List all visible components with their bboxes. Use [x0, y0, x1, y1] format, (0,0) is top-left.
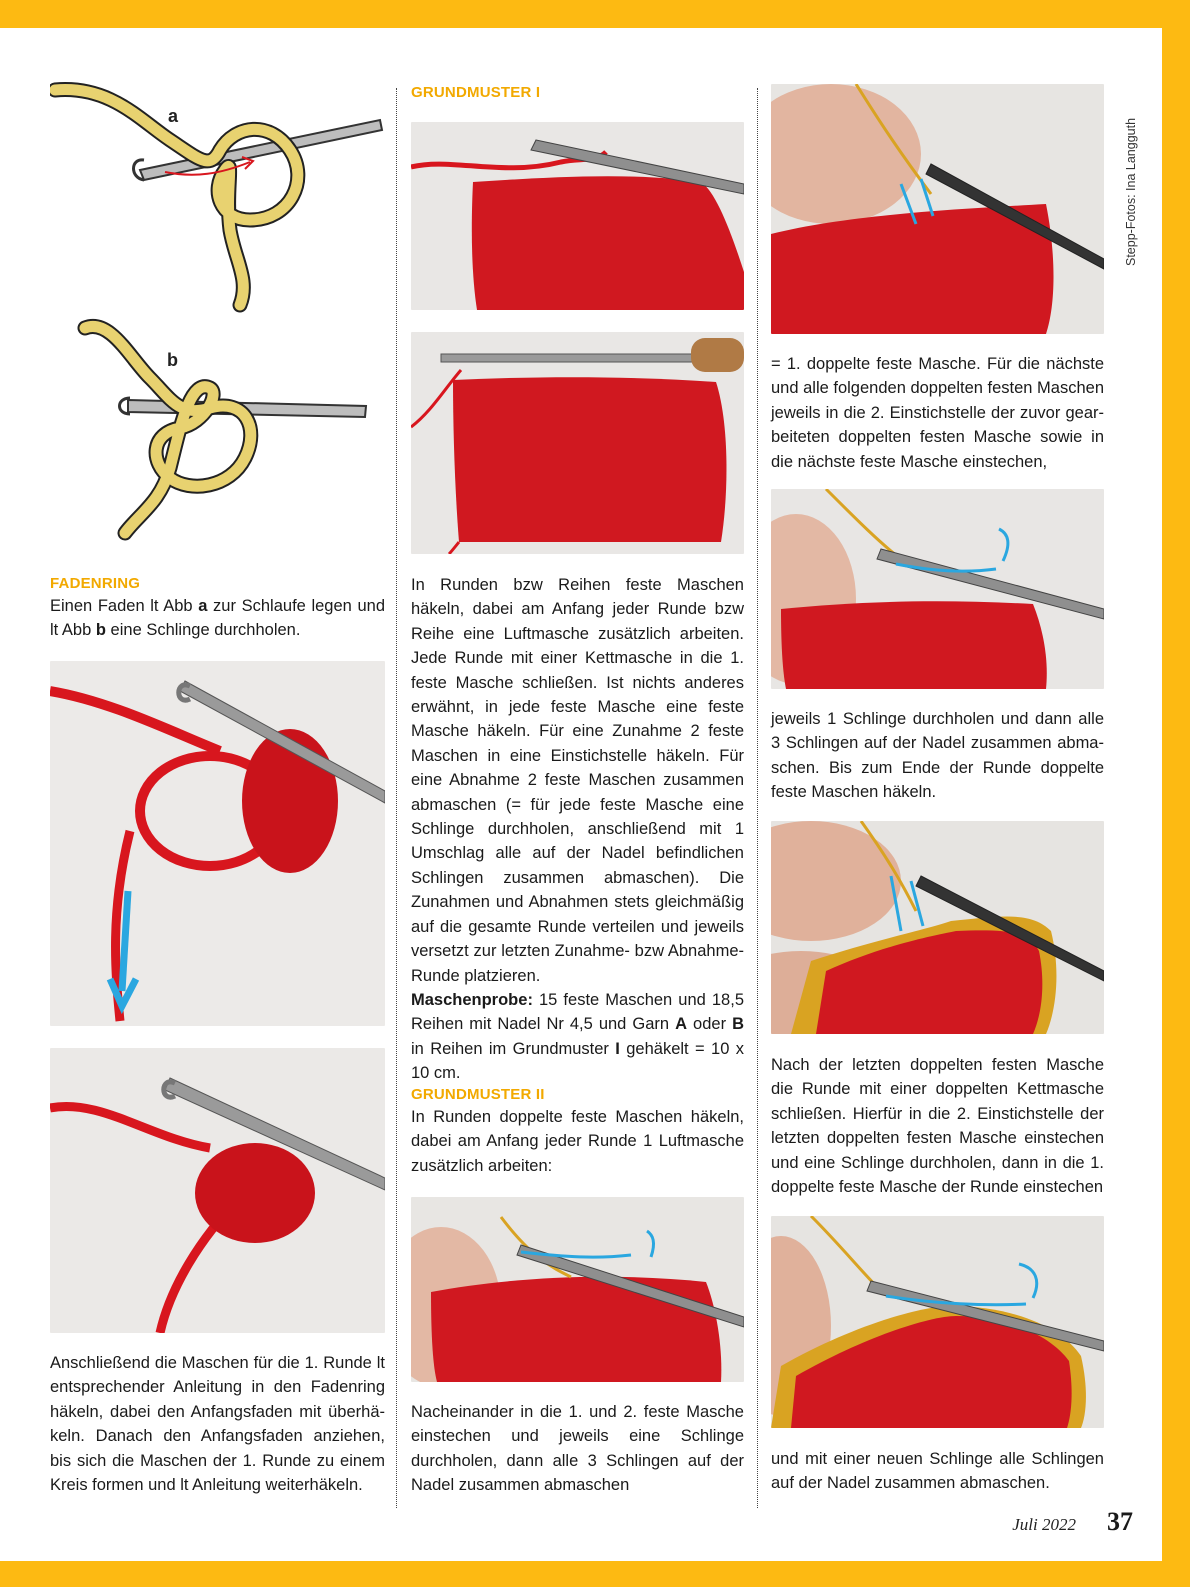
photo-fadenring-1	[50, 661, 385, 1026]
page-frame-right	[1162, 0, 1190, 1587]
page-frame-bottom	[0, 1561, 1190, 1587]
column-divider	[757, 88, 758, 1508]
fadenring-section	[50, 575, 385, 643]
grundmuster2-step5	[771, 1447, 1104, 1496]
step3-text: jeweils 1 Schlinge durchholen und dann alle 3 Schlingen auf der Nadel zusammen abmaschen. Bis zum Ende der Runde doppelte feste Maschen häkeln.	[771, 710, 1104, 802]
photo-grundmuster2-3	[771, 489, 1104, 689]
grundmuster2-step3	[771, 707, 1104, 805]
step2-text: = 1. doppelte feste Masche. Für die nächste und alle folgenden doppelten festen Maschen jeweils in die 2. Einstichstelle der zuvor gearbeiteten doppelten festen Masche sowie in die nächste feste Masche einstechen,	[771, 355, 1105, 471]
photo-fadenring-2	[50, 1048, 385, 1333]
grundmuster2-step2	[771, 352, 1104, 474]
photo-grundmuster2-1	[411, 1197, 744, 1382]
grundmuster2-intro: In Runden doppelte feste Maschen häkeln, dabei am Anfang jeder Runde 1 Luftmasche zusätzlich arbeiten:	[411, 1108, 744, 1175]
fadenring-body	[50, 1351, 385, 1497]
column-divider	[396, 88, 397, 1508]
grundmuster1-heading-wrap	[411, 84, 744, 101]
section-heading: GRUNDMUSTER I	[411, 84, 541, 101]
section-heading: GRUNDMUSTER II	[411, 1086, 545, 1103]
step4-text: Nach der letzten doppelten festen Masche die Runde mit einer doppelten Kettmasche schließen. Hierfür in die 2. Einstichstelle der letzten doppelten festen Masche einstechen und eine Schlinge durchholen, dann in die 1. doppelte feste Masche der Runde einstechen	[771, 1056, 1104, 1197]
diagram-b	[70, 318, 380, 548]
grundmuster2-section	[411, 1086, 744, 1178]
maschenprobe-text: Maschenprobe: 15 feste Maschen und 18,5 Reihen mit Nadel Nr 4,5 und Garn A oder B in Reihen im Grundmuster I gehäkelt = 10 x 10 cm.	[411, 990, 744, 1083]
grundmuster1-text: In Runden bzw Reihen feste Maschen häkeln, dabei am Anfang jeder Runde bzw Reihe eine Luftmasche zusätzlich arbeiten. Jede Runde mit einer Kettmasche in die 1. feste Masche schließen. Ist nichts anderes erwähnt, in jede feste Masche eine feste Masche häkeln. Für eine Zunahme 2 feste Maschen in eine Einstichstelle häkeln. Für eine Abnahme 2 feste Maschen zusammen abmaschen (= für jede feste Masche eine Schlinge durchholen, anschließend mit 1 Umschlag alle auf der Nadel befindlichen Schlingen zusammen abmaschen). Die Zunahmen und Abnahmen stets gleichmäßig auf die gesamte Runde verteilen und jeweils versetzt zur letzten Zunahme- bzw Abnahme-Runde platzieren.	[411, 576, 744, 985]
grundmuster1-section	[411, 573, 744, 1086]
photo-credit: Stepp-Fotos: Ina Langguth	[1124, 117, 1138, 266]
step5-text: und mit einer neuen Schlinge alle Schlingen auf der Nadel zusammen abmaschen.	[771, 1450, 1104, 1493]
fadenring-text: Anschließend die Maschen für die 1. Runde lt entsprechender Anleitung in den Fadenring häkeln, dabei den Anfangsfaden mit überhäkeln. Danach den Anfangsfaden anziehen, bis sich die Maschen der 1. Runde zu einem Kreis formen und lt Anleitung weiterhäkeln.	[50, 1354, 385, 1495]
diagram-a	[50, 80, 385, 315]
photo-grundmuster1-1	[411, 122, 744, 310]
diagram-label-b: b	[167, 350, 178, 370]
issue-date: Juli 2022	[1012, 1515, 1076, 1534]
grundmuster2-step4	[771, 1053, 1104, 1199]
photo-grundmuster2-2	[771, 84, 1104, 334]
fadenring-intro: Einen Faden lt Abb a zur Schlaufe legen und lt Abb b eine Schlinge durchholen.	[50, 597, 385, 640]
diagram-label-a: a	[168, 106, 179, 126]
section-heading: FADENRING	[50, 575, 141, 592]
photo-grundmuster2-5	[771, 1216, 1104, 1428]
grundmuster2-step1	[411, 1400, 744, 1498]
photo-grundmuster1-2	[411, 332, 744, 554]
page-number: 37	[1107, 1507, 1133, 1536]
page-frame-top	[0, 0, 1190, 28]
step1-text: Nacheinander in die 1. und 2. feste Masche einstechen und jeweils eine Schlinge durchholen, dann alle 3 Schlingen auf der Nadel zusammen abmaschen	[411, 1403, 744, 1495]
photo-grundmuster2-4	[771, 821, 1104, 1034]
